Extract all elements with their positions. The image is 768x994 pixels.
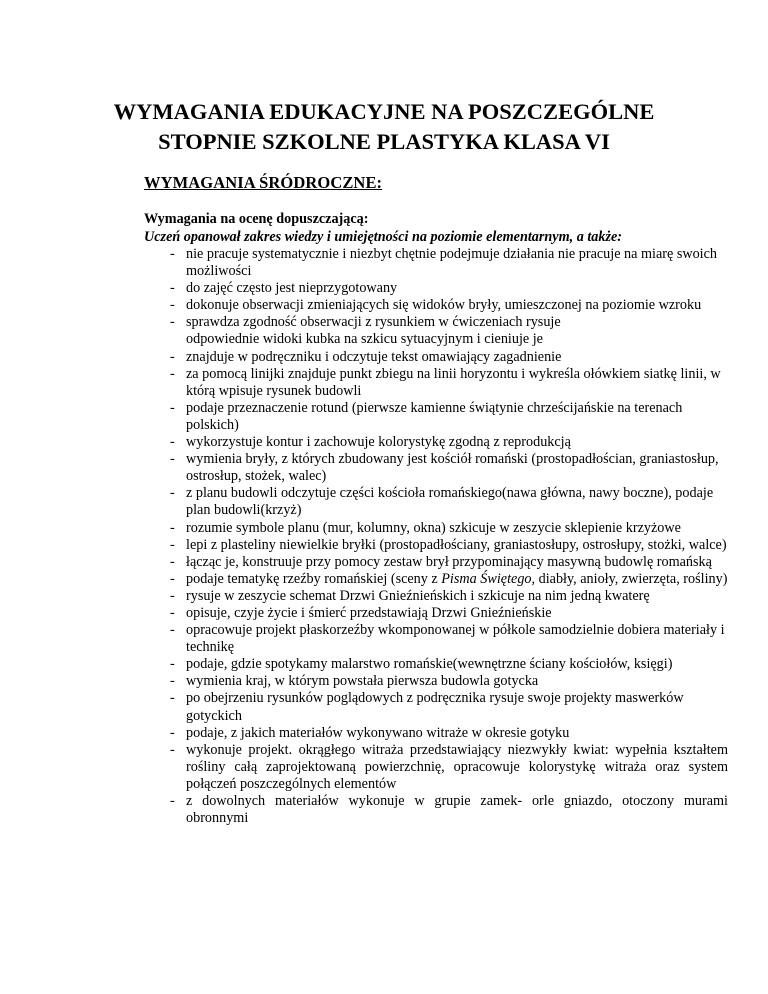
document-title [60,97,708,157]
list-bullet: - [170,485,175,502]
list-item-text-part: podaje tematykę rzeźby romańskiej (sceny z [186,570,438,587]
list-bullet: - [170,553,175,570]
list-item [144,314,728,348]
list-item-text: łącząc je, konstruuje przy pomocy zestaw brył przypominający masywną budowlę romańską [186,553,712,570]
list-bullet: - [170,741,175,758]
list-item [144,571,728,588]
list-item-text: opracowuje projekt płaskorzeźby wkomponowanej w półkole samodzielnie dobiera materiały i technikę [186,622,725,656]
list-item-text: wymienia kraj, w którym powstała pierwsza budowla gotycka [186,673,539,690]
list-item-text: dokonuje obserwacji zmieniających się widoków bryły, umieszczonej na poziomie wzroku [186,297,702,314]
list-item-text: do zajęć często jest nieprzygotowany [186,280,398,297]
list-item [144,656,728,673]
list-bullet: - [170,280,175,297]
title-line-1: WYMAGANIA EDUKACYJNE NA POSZCZEGÓLNE [113,99,655,124]
list-item [144,537,728,554]
list-item [144,246,728,280]
list-bullet: - [170,365,175,382]
list-bullet: - [170,297,175,314]
list-bullet: - [170,246,175,262]
list-item-text: po obejrzeniu rysunków poglądowych z podręcznika rysuje swoje projekty maswerków gotyckich [186,690,684,724]
list-bullet: - [170,724,175,741]
list-item [144,742,728,793]
list-item [144,673,728,690]
grade-heading: Wymagania na ocenę dopuszczającą: [144,211,369,227]
list-item-text: za pomocą linijki znajduje punkt zbiegu na linii horyzontu i wykreśla ołówkiem siatkę linii, w którą wpisuje rysunek budowli [186,365,721,399]
list-item [144,280,728,297]
list-item [144,725,728,742]
list-item-text [186,571,727,587]
list-item [144,588,728,605]
list-item [144,793,728,827]
list-item [144,690,728,724]
list-item [144,400,728,434]
list-item-text-italic: Pisma Świętego, [441,570,536,587]
list-item-text: podaje, gdzie spotykamy malarstwo romańskie(wewnętrzne ściany kościołów, księgi) [186,656,673,673]
list-bullet: - [170,519,175,536]
intro-text: Uczeń opanował zakres wiedzy i umiejętności na poziomie elementarnym, a także: [144,229,623,245]
list-bullet: - [170,656,175,673]
list-item [144,451,728,485]
list-item [144,434,728,451]
list-item-text-part: sprawdza zgodność obserwacji z rysunkiem w ćwiczeniach rysuje [186,314,561,331]
list-item-text: lepi z plasteliny niewielkie bryłki (prostopadłościany, graniastosłupy, ostrosłupy, stożki, walce) [186,536,727,553]
list-bullet: - [170,314,175,331]
list-item-text [186,314,561,347]
list-bullet: - [170,570,175,587]
list-item-text: podaje przeznaczenie rotund (pierwsze kamienne świątynie chrześcijańskie na terenach polskich) [186,399,683,433]
list-item-text: wymienia bryły, z których zbudowany jest kościół romański (prostopadłościan, graniastosłup, ostrosłup, stożek, walec) [186,451,719,485]
list-item-text: rozumie symbole planu (mur, kolumny, okna) szkicuje w zeszycie sklepienie krzyżowe [186,519,681,536]
list-bullet: - [170,434,175,451]
list-item-text-tail: diabły, anioły, zwierzęta, rośliny) [538,570,728,587]
list-item [144,554,728,571]
list-item-text: rysuje w zeszycie schemat Drzwi Gnieźnieńskich i szkicuje na nim jedną kwaterę [186,587,650,604]
list-item-text: wykonuje projekt. okrągłego witraża przedstawiający niezwykły kwiat: wypełnia kształtem rośliny całą zaprojektowaną powierzchnię, opracowuje kolorystykę witraża oraz system połączeń poszczególnych elementów [186,741,728,792]
list-bullet: - [170,690,175,707]
list-item-text-continuation: odpowiednie widoki kubka na szkicu sytuacyjnym i cieniuje je [186,331,543,348]
list-item-text: z dowolnych materiałów wykonuje w grupie zamek- orle gniazdo, otoczony murami obronnymi [186,793,728,827]
list-item [144,605,728,622]
list-bullet: - [170,587,175,604]
list-bullet: - [170,604,175,621]
list-item-text: znajduje w podręczniku i odczytuje tekst omawiający zagadnienie [186,348,562,365]
title-line-2: STOPNIE SZKOLNE PLASTYKA KLASA VI [158,129,610,154]
list-item-text: nie pracuje systematycznie i niezbyt chętnie podejmuje działania nie pracuje na miarę swoich możliwości [186,246,718,280]
list-item-text: opisuje, czyje życie i śmierć przedstawiają Drzwi Gnieźnieńskie [186,604,552,621]
list-item-text: podaje, z jakich materiałów wykonywano witraże w okresie gotyku [186,724,570,741]
list-item-text: z planu budowli odczytuje części kościoła romańskiego(nawa główna, nawy boczne), podaje plan budowli(krzyż) [186,485,714,519]
list-item-text: wykorzystuje kontur i zachowuje kolorystykę zgodną z reprodukcją [186,434,571,451]
section-heading: WYMAGANIA ŚRÓDROCZNE: [144,173,383,192]
list-item [144,485,728,519]
list-item [144,366,728,400]
list-bullet: - [170,451,175,468]
list-bullet: - [170,399,175,416]
list-bullet: - [170,536,175,553]
list-item [144,622,728,656]
list-item [144,520,728,537]
list-bullet: - [170,348,175,365]
list-bullet: - [170,622,175,639]
list-item [144,297,728,314]
list-item [144,349,728,366]
requirements-list [144,246,728,827]
list-bullet: - [170,673,175,690]
list-bullet: - [170,793,175,809]
